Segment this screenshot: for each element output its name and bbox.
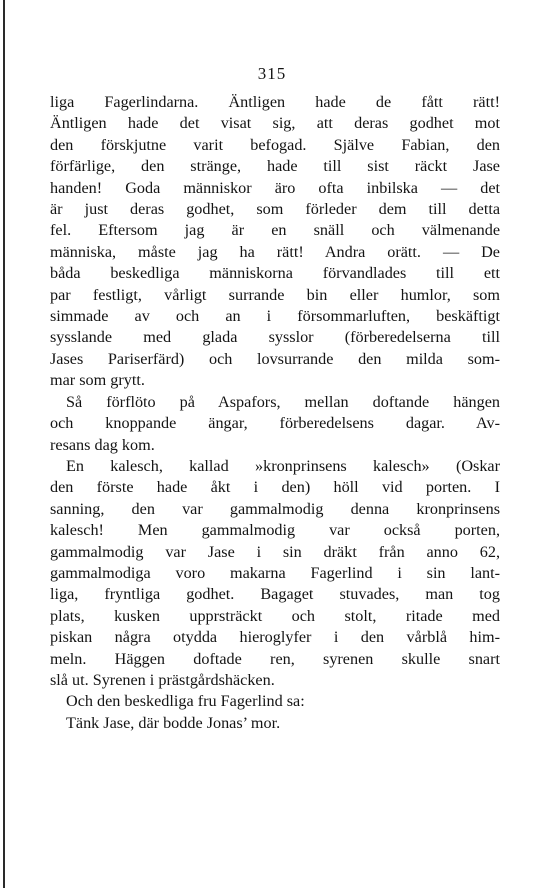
paragraph: [50, 92, 500, 392]
text-line: sysslande med glada sysslor (förberedelserna till: [50, 328, 500, 347]
text-line: Och den beskedliga fru Fagerlind sa:: [66, 692, 305, 711]
text-line: gammalmodig var Jase i sin dräkt från anno 62,: [50, 542, 500, 561]
text-line: förfärlige, den stränge, hade till sist räckt Jase: [50, 157, 500, 176]
text-line: människa, måste jag ha rätt! Andra orätt. — De: [50, 242, 500, 261]
text-line: simmade av och an i försommarluften, beskäftigt: [50, 307, 500, 326]
page-edge-rule: [3, 0, 5, 888]
text-line: slå ut. Syrenen i prästgårdshäcken.: [50, 670, 275, 689]
text-line: Tänk Jase, där bodde Jonas’ mor.: [66, 713, 281, 732]
body-text: [50, 92, 500, 734]
text-line: liga Fagerlindarna. Äntligen hade de fått rätt!: [50, 93, 500, 111]
text-line: piskan några otydda hieroglyfer i den vårblå him-: [50, 628, 500, 647]
page-number: 315: [257, 64, 287, 83]
text-line: båda beskedliga människorna förvandlades till ett: [50, 264, 500, 283]
text-line: Så förflöto på Aspafors, mellan doftande hängen: [66, 392, 500, 411]
text-line: kalesch! Men gammalmodig var också porten,: [50, 521, 500, 540]
text-line: En kalesch, kallad »kronprinsens kalesch» (Oskar: [66, 456, 500, 475]
text-line: gammalmodiga voro makarna Fagerlind i sin lant-: [50, 563, 500, 582]
text-line: meln. Häggen doftade ren, syrenen skulle snart: [50, 649, 500, 668]
paragraph: [50, 456, 500, 691]
text-line: resans dag kom.: [50, 435, 155, 454]
text-line: sanning, den var gammalmodig denna kronprinsens: [50, 499, 500, 518]
text-line: handen! Goda människor äro ofta inbilska — det: [50, 178, 500, 197]
paragraph: [50, 392, 500, 456]
paragraph: [50, 713, 500, 734]
text-line: Äntligen hade det visat sig, att deras godhet mot: [50, 114, 500, 133]
paragraph: [50, 691, 500, 712]
text-line: och knoppande ängar, förberedelsens dagar. Av-: [50, 414, 500, 433]
text-line: den förste hade åkt i den) höll vid porten. I: [50, 478, 500, 497]
text-line: fel. Eftersom jag är en snäll och välmenande: [50, 221, 500, 240]
text-line: mar som grytt.: [50, 371, 145, 390]
text-line: liga, fryntliga godhet. Bagaget stuvades, man tog: [50, 585, 500, 604]
text-line: den förskjutne varit befogad. Själve Fabian, den: [50, 135, 500, 154]
text-line: Jases Pariserfärd) och lovsurrande den milda som-: [50, 349, 500, 368]
text-line: plats, kusken upprsträckt och stolt, ritade med: [50, 606, 500, 625]
text-line: par festligt, vårligt surrande bin eller humlor, som: [50, 285, 500, 304]
text-line: är just deras godhet, som förleder dem till detta: [50, 200, 500, 219]
